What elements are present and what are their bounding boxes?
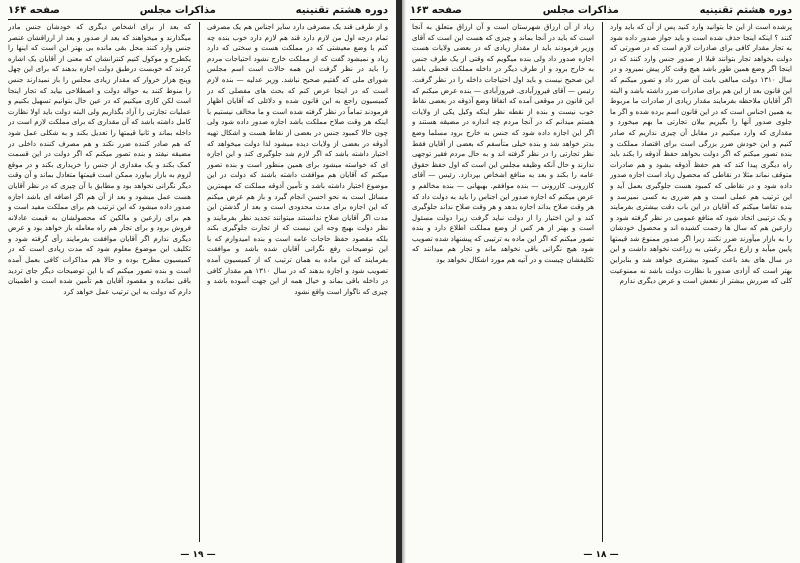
right-page-header-page: صفحه ۱۶۳ bbox=[410, 4, 462, 16]
left-page-header-title: مذاکرات مجلس bbox=[139, 4, 216, 16]
left-page-column-right bbox=[207, 22, 388, 544]
left-page-header bbox=[8, 2, 388, 18]
left-page-number: — ۱۹ — bbox=[180, 550, 216, 560]
left-page-column-right-text: و از طرفی قند یک مصرفی دارد سایر اجناس هم یک مصرفی تمام درجه اول من لازم دارد قند هم لازم دارد خوب بنده چه کنم با وضع معیشتی که در مملکت هست و سختی که دارد زیاد و نمیشود گفت که از مملکت خارج نشود احتیاجات مردم را باید در نظر گرفت این همه حالات است اسم مجلس شورای ملی که گفتیم صحیح نباشد. وزیر عدلیه — بنده لازم است که در اینجا عرض کنم که بحث های مفصلی که در کمیسیون راجع به این قانون شده و دلائلی که آقایان اظهار فرمودند تماماً در نظر گرفته شده است و ما مخالف نیستیم با اینکه هر وقت صلاح مملکت باشد اجازه صدور داده شود ولی چون حالا کمبود جنس در بعضی از نقاط هست و اشکال تهیه آذوقه در بعضی از ولایات دیده میشود لذا دولت میخواهد که اختیار داشته باشد که اگر لازم شد جلوگیری کند و این اجازه ای که خواسته میشود برای همین منظور است و بنده تصور میکنم که آقایان هم موافقت داشته باشند که دولت در این موضوع اختیار داشته باشد و تأمین آذوقه مملکت که مهمترین مسائل است به نحو احسن انجام گیرد و باز هم عرض میکنم که این اجازه برای مدت محدودی است و بعد از گذشتن این مدت اگر آقایان صلاح ندانستند میتوانند تجدید نظر بفرمایند و نظر دولت بهیچ وجه این نیست که از تجارت جلوگیری بکند بلکه مقصود حفظ حاجات عامه است و بنده امیدوارم که با این توضیحات رفع نگرانی آقایان شده باشد و موافقت بفرمایند که این ماده به همان ترتیب که از کمیسیون آمده تصویب شود و اجازه بدهند که در سال ۱۳۱۰ هم مقدار کافی در داخله باقی بماند و خیال همه از این جهت آسوده باشد و چیزی که ناگوار است واقع نشود bbox=[207, 22, 388, 296]
right-page-column-divider bbox=[602, 22, 603, 542]
left-page-header-rule bbox=[8, 19, 388, 20]
left-page-header-period: دوره هشتم تقنینیه bbox=[295, 4, 388, 16]
right-page-column-right-text: پرشده است از این جا بتوانید وارد کنید پس از آن که باید وارد کنند ؟ اینکه اینجا حذف شده است و باید جواز صدور داده شود به تجار مقدار کافی برای صادرات لازم است که در صورتی که دولت بخواهد تجار بتوانند قبلا از صدور جنس وارد کنند که در اینجا اگر وضع همین طور باشد هیچ وقت کار پیش نمیرود و در سال ۱۳۱۰ دولت مبالغی بابت آن ضرر داد و تصور میکنم که این قانون بعد از این هم برای صادرات ضرر داشته باشد و البته اگر آقایان ملاحظه بفرمایند مقدار زیادی از صادرات ما مربوط به همین اجناس است که در این قانون اسم برده شده و اگر ما جلوی صدور آنها را بگیریم بیلان تجارتی ما بهم میخورد و مقداری که وارد میکنیم در مقابل آن چیزی نداریم که صادر کنیم و این خودش ضرر بزرگی است برای اقتصاد مملکت و بنده تصور میکنم که اگر دولت بخواهد حفظ آذوقه را بکند باید راه دیگری پیدا کند که هم حفظ آذوقه بشود و هم صادرات متوقف نماند مثلا در نقاطی که محصول زیاد است اجازه صدور داده شود و در نقاطی که کمبود هست جلوگیری بعمل آید و این ترتیب هم عملی است و هم ضرری به کسی نمیرسد و بنده تقاضا میکنم که آقایان در این باب دقت بیشتری بفرمایند و یک ترتیبی اتخاذ شود که منافع عمومی در نظر گرفته شود و زارعین هم که سال ها زحمت کشیده اند و محصول خودشان را به بازار میآورند ضرر نکنند زیرا اگر صدور ممنوع شد قیمتها پایین میآید و زارع دیگر رغبتی به زراعت نخواهد داشت و این در سال های بعد باعث کمبود بیشتری خواهد شد و بنابراین بهتر است که آزادی صدور با نظارت دولت باشد نه ممنوعیت کلی که ضررش بیشتر از نفعش است و عرض دیگری ندارم bbox=[610, 22, 792, 286]
right-page-header-period: دوره هشتم تقنینیه bbox=[699, 4, 792, 16]
right-page-column-right bbox=[610, 22, 792, 544]
right-page-header-rule bbox=[410, 19, 792, 20]
left-page-column-left-text: که بعد از برای اشخاص دیگری که خودشان جنس مادر میگذارند و میخواهند که بعد از صدور و بعد از ارزاقشان عنصر جنس وارد کنند محل بقی مانده بی بهتر این است که اینها را یکطرح و موکول کنیم کنترانشان که معنی از آقایان یک اشاره کردند که خوبست درطبق دولت اجازه بدهند که برای این چهل وپنج هزار خروار که مقدار زیادی مجلس را باز نمیدارند جنس را منوط کنند به حواله دولت و اصطلاحی بیاید که تجار اینجا است لکن کاری میکنیم که در عین حال بتوانیم تسهیل بکنیم و عملیات تجارتی را آزاد بگذاریم ولی البته دولت باید اولا نظارت کامل داشته باشد که آن مقداری که برای مملکت لازم است در داخله بماند و ثانیا قیمتها را تعدیل بکند و به شکلی عمل شود که هم صادر کننده ضرر نکند و هم مصرف کننده داخلی در مضیقه نیفتد و بنده تصور میکنم که اگر دولت در این قسمت کمک بکند و یک مقداری از جنس را خریداری بکند و در موقع لزوم به بازار بیاورد ممکن است قیمتها متعادل بماند و آن وقت دیگر نگرانی نخواهد بود و مطابق با آن چیزی که در نظر آقایان هست عمل میشود و بعد از آن هم اگر اضافه ای باشد اجازه صدور داده میشود که این ترتیب هم برای مملکت مفید است و هم برای زارعین و مالکین که محصولشان به قیمت عادلانه فروش برود و برای تجار هم راه معامله باز خواهد بود و عرض دیگری ندارم اگر آقایان موافقت بفرمایند رأی گرفته شود و تکلیف این موضوع معلوم شود که مدت زیادی است که در کمیسیون مطرح بوده و حالا هم مذاکرات کافی بعمل آمده است و بنده تصور میکنم که با این توضیحات دیگر جای تردید باقی نمانده و مقصود آقایان هم تأمین شده است و اطمینان دارم که دولت به این ترتیب عمل خواهد کرد bbox=[8, 22, 191, 296]
right-page bbox=[402, 0, 800, 563]
right-page-header-title: مذاکرات مجلس bbox=[542, 4, 619, 16]
right-page-column-left-text: زیاد از آن ارزاق شهرستان است و آن ارزاق متعلق به آنجا است که باید در آنجا بماند و چیزی که هست این است که آقای وزیر فرمودند باید از مقدار زیادی که در بعضی ولایات هست اجازه صدور داد ولی بنده میگویم که وقتی از یک طرف جنس به خارج برود و از طرف دیگر در داخله مملکت قحطی باشد این صحیح نیست و باید اول احتیاجات داخله را در نظر گرفت. رئیس — آقای فیروزآبادی. فیروزآبادی — بنده عرض میکنم که این قانون در موقعی آمده که اتفاقا وضع آذوقه در بعضی نقاط خوب نیست و بنده از نقطه نظر اینکه وکیل یکی از ولایات هستم میدانم که در آنجا مردم چه اندازه در مضیقه هستند و اگر این اجازه داده شود که جنس به خارج برود مسلما وضع بدتر خواهد شد و بنده خیلی متأسفم که بعضی از آقایان فقط نظر تجارتی را در نظر گرفته اند و به حال مردم فقیر توجهی ندارند و حال آنکه وظیفه مجلس این است که اول حفظ حقوق عامه را بکند و بعد به منافع اشخاص بپردازد. رئیس — آقای کازرونی. کازرونی — بنده موافقم. بهبهانی — بنده مخالفم و عرض میکنم که اجازه صدور این اجناس را باید به دولت داد که هر وقت صلاح بداند اجازه بدهد و هر وقت صلاح نداند جلوگیری کند و این اختیار را از دولت نباید گرفت زیرا دولت مسئول است و بهتر از هر کس از وضع مملکت اطلاع دارد و بنده تصور میکنم که اگر این ماده به ترتیبی که پیشنهاد شده تصویب شود هیچ نگرانی باقی نخواهد ماند و تجار هم میدانند که تکلیفشان چیست و در آتیه هم مورد اشکال نخواهد بود bbox=[412, 22, 594, 265]
right-page-number: — ۱۸ — bbox=[583, 550, 619, 560]
right-page-gutter-shadow bbox=[402, 0, 406, 563]
right-page-header bbox=[410, 2, 792, 18]
left-page-column-divider bbox=[199, 22, 200, 542]
left-page bbox=[0, 0, 396, 563]
right-page-column-left bbox=[412, 22, 594, 544]
left-page-column-left bbox=[8, 22, 191, 544]
left-page-header-page: صفحه ۱۶۴ bbox=[8, 4, 60, 16]
